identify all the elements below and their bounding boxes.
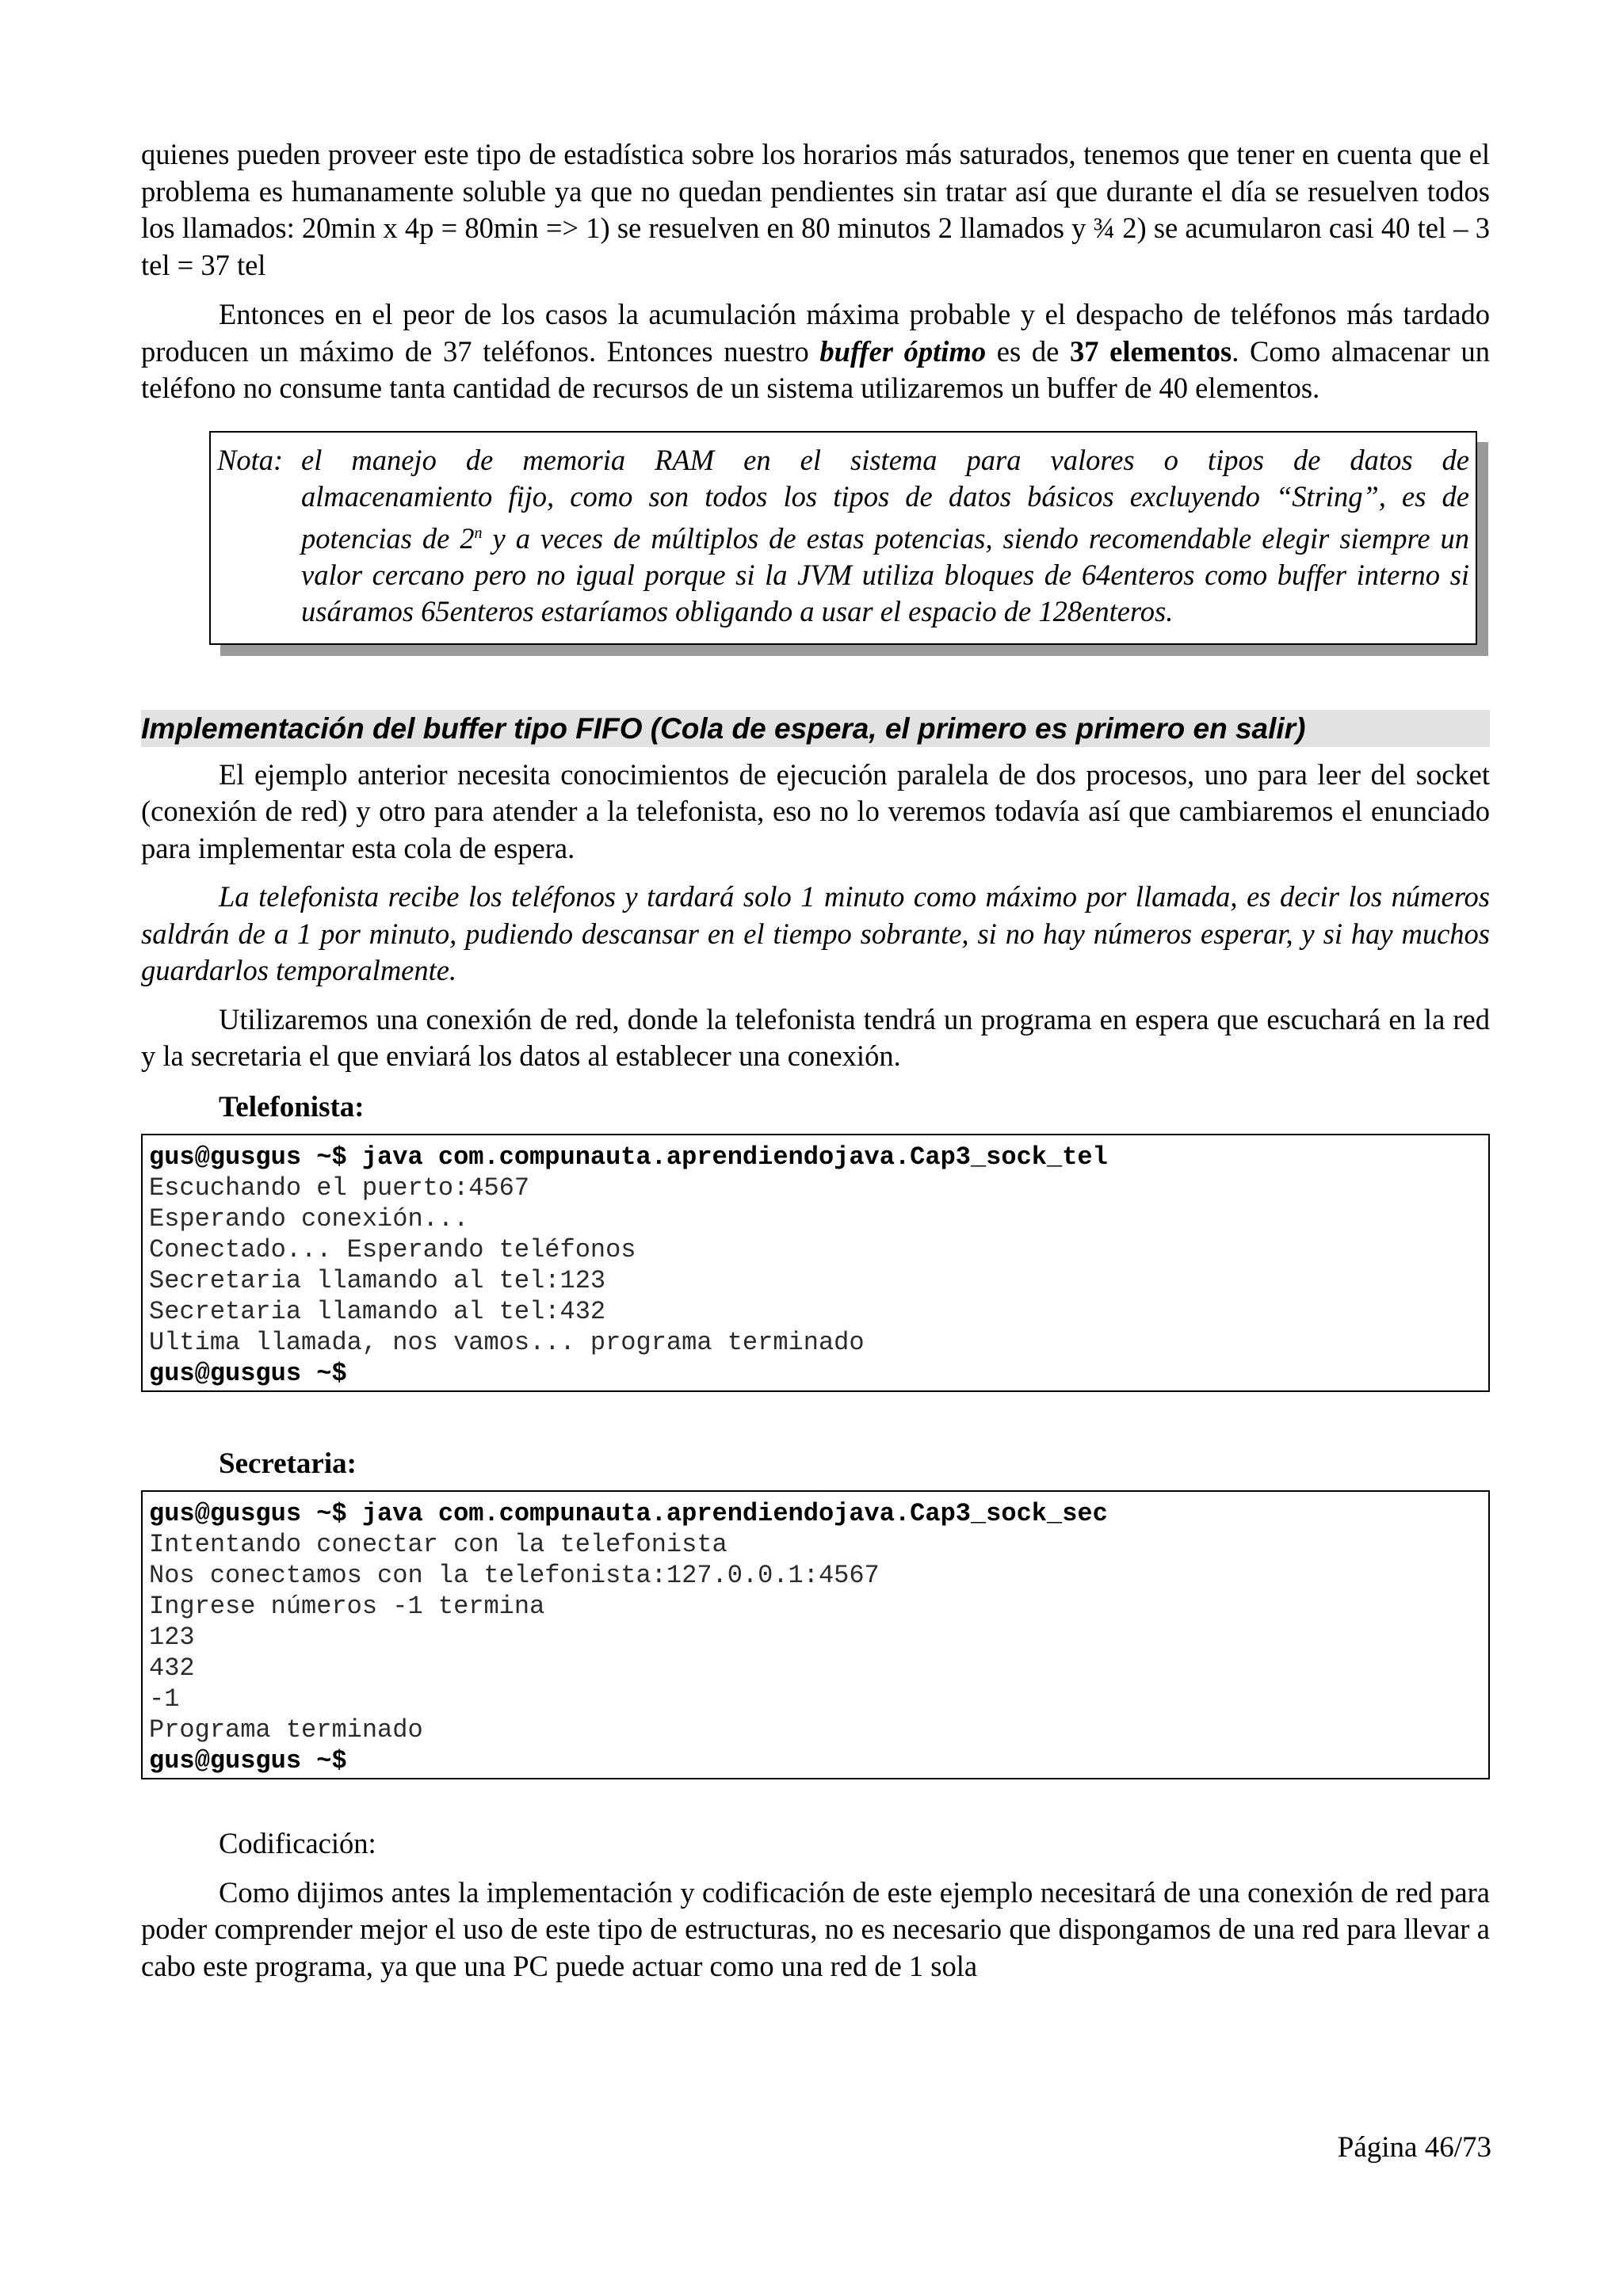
console-command: gus@gusgus ~$ java com.compunauta.aprendiendojava.Cap3_sock_sec <box>149 1498 1108 1528</box>
paragraph-intro: El ejemplo anterior necesita conocimientos de ejecución paralela de dos procesos, uno para leer del socket (conexión de red) y otro para atender a la telefonista, eso no lo veremos todavía así que cambiaremos el enunciado para implementar esta cola de espera. <box>141 757 1490 864</box>
console-line: Ingrese números -1 termina <box>149 1591 545 1621</box>
secretaria-label: Secretaria: <box>219 1447 357 1480</box>
text: es de <box>986 334 1070 368</box>
paragraph-optimal-buffer <box>141 296 1490 407</box>
codificacion-label: Codificación: <box>219 1826 376 1859</box>
note-box <box>209 431 1477 645</box>
section-heading: Implementación del buffer tipo FIFO (Cola de espera, el primero es primero en salir) <box>141 710 1490 747</box>
console-line: Secretaria llamando al tel:123 <box>149 1265 606 1295</box>
note-first-line <box>217 442 1469 479</box>
emphasis-elements: 37 elementos <box>1069 334 1232 368</box>
note-line-1: el manejo de memoria RAM en el sistema para valores o tipos de datos de <box>301 443 1469 476</box>
console-line: -1 <box>149 1684 180 1714</box>
paragraph-codificacion: Como dijimos antes la implementación y codificación de este ejemplo necesitará de una conexión de red para poder comprender mejor el uso de este tipo de estructuras, no es necesario que dispongamos de una red para llevar a cabo este programa, ya que una PC puede actuar como una red de 1 sola <box>141 1875 1490 1982</box>
page-number: Página 46/73 <box>1337 2131 1491 2164</box>
page-content <box>141 136 1490 1985</box>
secretaria-console <box>141 1490 1490 1779</box>
console-command: gus@gusgus ~$ java com.compunauta.aprendiendojava.Cap3_sock_tel <box>149 1142 1108 1172</box>
note-body <box>217 479 1469 630</box>
console-line: Secretaria llamando al tel:432 <box>149 1296 606 1326</box>
note-text: almacenamiento fijo, como son todos los tipos de datos básicos excluyendo “String”, es de potencias de 2$^n$ y a veces de múltiplos de estas potencias, siendo recomendable elegir siempre un valor cercano pero no igual porque si la JVM utiliza bloques de 64enteros como buffer interno si usáramos 65enteros estaríamos obligando a usar el espacio de 128enteros. <box>301 479 1469 627</box>
text: . Como almacenar un teléfono no consume tanta cantidad de recursos de un sistema utilizaremos un buffer de 40 elementos. <box>141 334 1490 404</box>
telefonista-console <box>141 1134 1490 1392</box>
console-prompt: gus@gusgus ~$ <box>149 1745 347 1775</box>
console-line: 432 <box>149 1653 195 1683</box>
console-line: Ultima llamada, nos vamos... programa terminado <box>149 1327 865 1357</box>
console-prompt: gus@gusgus ~$ <box>149 1358 347 1388</box>
console-line: Esperando conexión... <box>149 1203 469 1234</box>
paragraph-network: Utilizaremos una conexión de red, donde la telefonista tendrá un programa en espera que escuchará en la red y la secretaria el que enviará los datos al establecer una conexión. <box>141 1002 1490 1072</box>
text: Entonces en el peor de los casos la acumulación máxima probable y el despacho de teléfonos más tardado producen un máximo de 37 teléfonos. Entonces nuestro <box>141 298 1490 368</box>
telefonista-label: Telefonista: <box>219 1090 365 1123</box>
note-label: Nota: <box>217 443 284 476</box>
console-line: Conectado... Esperando teléfonos <box>149 1234 636 1264</box>
console-line: 123 <box>149 1622 195 1652</box>
console-line: Nos conectamos con la telefonista:127.0.0.1:4567 <box>149 1560 880 1590</box>
console-line: Escuchando el puerto:4567 <box>149 1173 530 1203</box>
note-content <box>209 431 1477 645</box>
superscript-n: n <box>474 524 483 542</box>
paragraph-statistics: quienes pueden proveer este tipo de estadística sobre los horarios más saturados, tenemos que tener en cuenta que el problema es humanamente soluble ya que no quedan pendientes sin tratar así que durante el día se resuelven todos los llamados: 20min x 4p = 80min => 1) se resuelven en 80 minutos 2 llamados y ¾ 2) se acumularon casi 40 tel – 3 tel = 37 tel <box>141 138 1490 281</box>
console-line: Intentando conectar con la telefonista <box>149 1529 727 1559</box>
emphasis-buffer-optimo: buffer óptimo <box>819 334 987 368</box>
console-line: Programa terminado <box>149 1714 423 1745</box>
paragraph-statement: La telefonista recibe los teléfonos y tardará solo 1 minuto como máximo por llamada, es decir los números saldrán de a 1 por minuto, pudiendo descansar en el tiempo sobrante, si no hay números esperar, y si hay muchos guardarlos temporalmente. <box>141 880 1490 986</box>
